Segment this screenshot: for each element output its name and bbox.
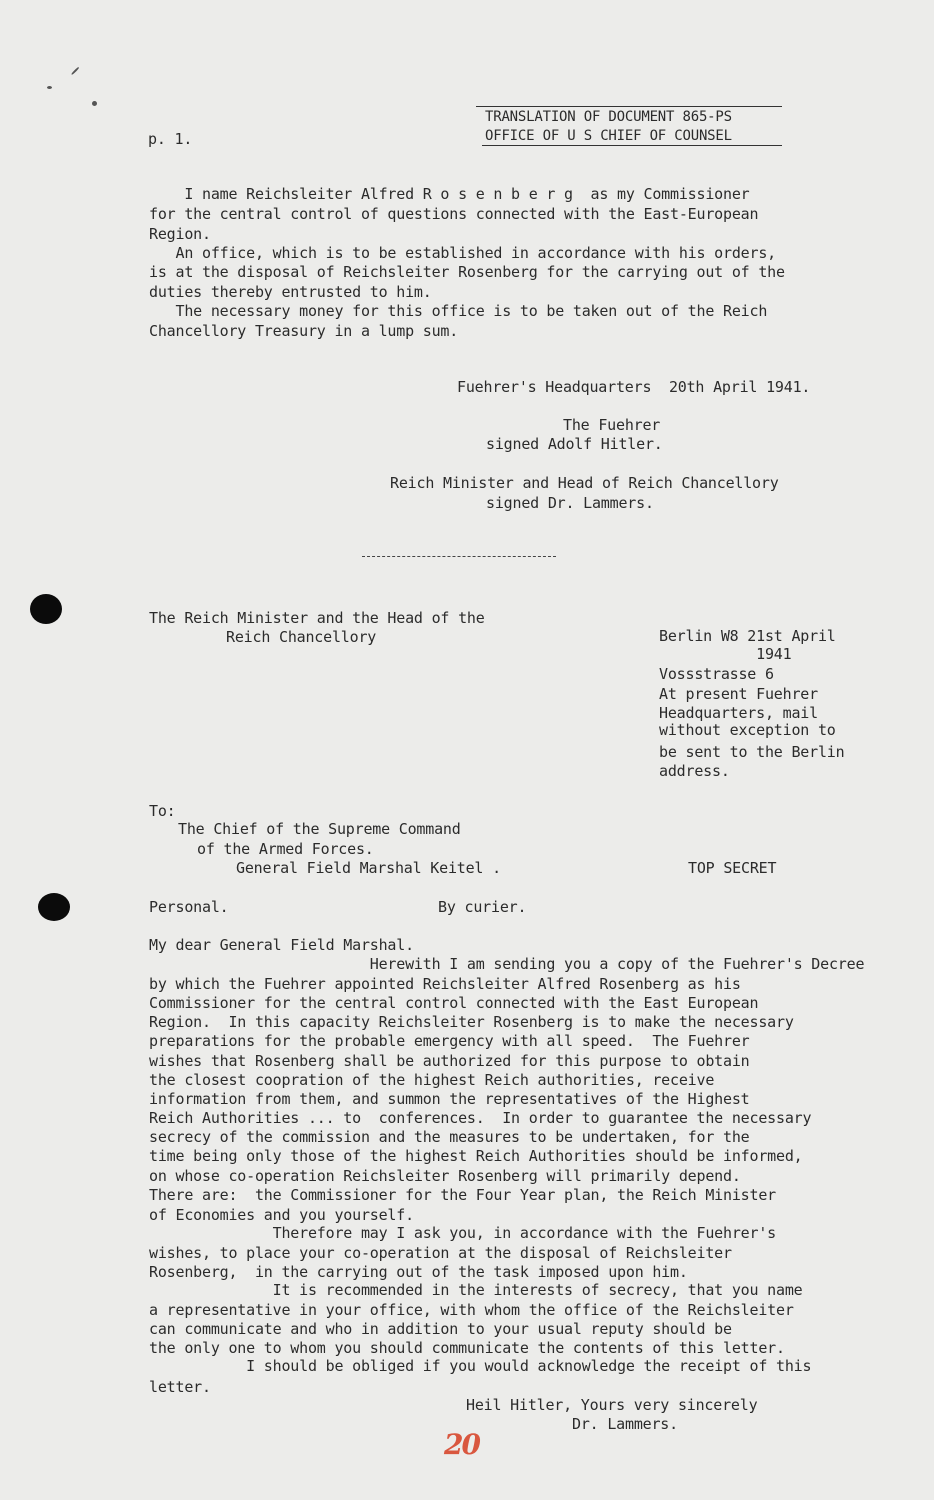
body-line: letter. bbox=[149, 1378, 211, 1396]
address-line: without exception to bbox=[659, 721, 836, 739]
punch-hole-bottom bbox=[38, 893, 70, 921]
body-line: Therefore may I ask you, in accordance with the Fuehrer's bbox=[149, 1224, 776, 1242]
to-label: To: bbox=[149, 802, 176, 820]
decree-line: Region. bbox=[149, 225, 211, 243]
decree-line: is at the disposal of Reichsleiter Rosenberg for the carrying out of the bbox=[149, 263, 785, 281]
body-line: information from them, and summon the representatives of the Highest bbox=[149, 1090, 750, 1108]
address-line: Headquarters, mail bbox=[659, 704, 818, 722]
delivery-label: By curier. bbox=[438, 898, 527, 916]
classification-label: TOP SECRET bbox=[688, 859, 777, 877]
signer-lammers-title: Reich Minister and Head of Reich Chancellory bbox=[390, 474, 779, 492]
signer-fuehrer-title: The Fuehrer bbox=[563, 416, 661, 434]
punch-hole-top bbox=[30, 594, 62, 624]
header-bottom-rule bbox=[482, 145, 782, 146]
body-line: of Economies and you yourself. bbox=[149, 1206, 414, 1224]
body-line: wishes, to place your co-operation at the disposal of Reichsleiter bbox=[149, 1244, 732, 1262]
body-line: Reich Authorities ... to conferences. In order to guarantee the necessary bbox=[149, 1109, 812, 1127]
section-divider bbox=[362, 556, 556, 557]
sender-line: The Reich Minister and the Head of the bbox=[149, 609, 485, 627]
body-line: wishes that Rosenberg shall be authorized for this purpose to obtain bbox=[149, 1052, 750, 1070]
body-line: a representative in your office, with whom the office of the Reichsleiter bbox=[149, 1301, 794, 1319]
signer-fuehrer-name: signed Adolf Hitler. bbox=[486, 435, 663, 453]
decree-line: Chancellory Treasury in a lump sum. bbox=[149, 322, 459, 340]
body-line: time being only those of the highest Reich Authorities should be informed, bbox=[149, 1147, 803, 1165]
address-line: At present Fuehrer bbox=[659, 685, 818, 703]
decree-place-date: Fuehrer's Headquarters 20th April 1941. bbox=[457, 378, 811, 396]
body-line: by which the Fuehrer appointed Reichsleiter Alfred Rosenberg as his bbox=[149, 975, 741, 993]
speck bbox=[92, 101, 97, 106]
body-line: Herewith I am sending you a copy of the Fuehrer's Decree bbox=[149, 955, 865, 973]
decree-line: duties thereby entrusted to him. bbox=[149, 283, 432, 301]
page-reference: p. 1. bbox=[148, 130, 193, 148]
decree-line: An office, which is to be established in accordance with his orders, bbox=[149, 244, 776, 262]
body-line: the closest coopration of the highest Reich authorities, receive bbox=[149, 1071, 715, 1089]
signer-lammers-name: signed Dr. Lammers. bbox=[486, 494, 654, 512]
header-top-rule bbox=[476, 106, 782, 107]
body-line: Rosenberg, in the carrying out of the task imposed upon him. bbox=[149, 1263, 688, 1281]
address-line: address. bbox=[659, 762, 730, 780]
decree-line: I name Reichsleiter Alfred R o s e n b e r g as my Commissioner bbox=[149, 185, 750, 203]
body-line: It is recommended in the interests of secrecy, that you name bbox=[149, 1281, 803, 1299]
speck bbox=[47, 86, 52, 89]
stamped-page-number: 20 bbox=[444, 1428, 479, 1461]
body-line: There are: the Commissioner for the Four Year plan, the Reich Minister bbox=[149, 1186, 776, 1204]
address-line: Berlin W8 21st April bbox=[659, 627, 836, 645]
translation-line: TRANSLATION OF DOCUMENT 865-PS bbox=[485, 109, 732, 125]
body-line: can communicate and who in addition to your usual reputy should be bbox=[149, 1320, 732, 1338]
personal-label: Personal. bbox=[149, 898, 229, 916]
speck bbox=[71, 67, 79, 75]
address-line: be sent to the Berlin bbox=[659, 743, 845, 761]
body-line: Region. In this capacity Reichsleiter Rosenberg is to make the necessary bbox=[149, 1013, 794, 1031]
closing: Heil Hitler, Yours very sincerely bbox=[466, 1396, 758, 1414]
body-line: I should be obliged if you would acknowledge the receipt of this bbox=[149, 1357, 812, 1375]
address-line: 1941 bbox=[659, 645, 792, 663]
body-line: on whose co-operation Reichsleiter Rosenberg will primarily depend. bbox=[149, 1167, 741, 1185]
recipient-line: of the Armed Forces. bbox=[197, 840, 374, 858]
office-line: OFFICE OF U S CHIEF OF COUNSEL bbox=[485, 128, 732, 144]
body-line: preparations for the probable emergency with all speed. The Fuehrer bbox=[149, 1032, 750, 1050]
salutation: My dear General Field Marshal. bbox=[149, 936, 414, 954]
body-line: Commissioner for the central control connected with the East European bbox=[149, 994, 759, 1012]
decree-line: The necessary money for this office is to be taken out of the Reich bbox=[149, 302, 768, 320]
sender-line: Reich Chancellory bbox=[226, 628, 377, 646]
closing-name: Dr. Lammers. bbox=[572, 1415, 678, 1433]
address-line: Vossstrasse 6 bbox=[659, 665, 774, 683]
recipient-line: The Chief of the Supreme Command bbox=[178, 820, 461, 838]
body-line: the only one to whom you should communicate the contents of this letter. bbox=[149, 1339, 785, 1357]
body-line: secrecy of the commission and the measures to be undertaken, for the bbox=[149, 1128, 750, 1146]
recipient-line: General Field Marshal Keitel . bbox=[236, 859, 501, 877]
decree-line: for the central control of questions connected with the East-European bbox=[149, 205, 759, 223]
